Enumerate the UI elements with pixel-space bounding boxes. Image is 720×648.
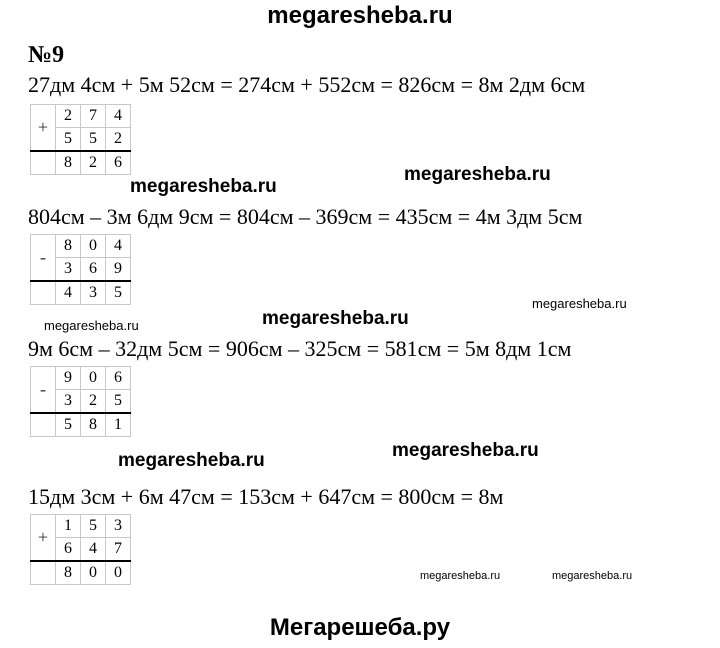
column-calc-4 [30,514,131,585]
digit: 5 [56,413,81,437]
equation-4: 15дм 3см + 6м 47см = 153см + 647см = 800см = 8м [28,484,504,509]
watermark: megaresheba.ru [420,570,501,582]
digit: 5 [106,281,131,305]
digit: 4 [81,538,106,562]
watermark: megaresheba.ru [118,450,265,471]
equation-3: 9м 6см – 32дм 5см = 906см – 325см = 581см = 5м 8дм 1см [28,336,572,361]
digit: 8 [56,151,81,175]
digit: 0 [106,561,131,585]
digit: 6 [56,538,81,562]
digit: 6 [81,258,106,282]
digit: 3 [106,515,131,538]
equation-1: 27дм 4см + 5м 52см = 274см + 552см = 826см = 8м 2дм 6см [28,72,586,97]
digit: 8 [56,235,81,258]
watermark: megaresheba.ru [130,176,277,197]
operator: + [31,515,56,562]
equation-2: 804см – 3м 6дм 9см = 804см – 369см = 435см = 4м 3дм 5см [28,204,583,229]
digit: 8 [81,413,106,437]
watermark: megaresheba.ru [392,440,539,461]
site-header: megaresheba.ru [267,2,453,29]
digit: 0 [81,235,106,258]
empty-cell [31,413,56,437]
column-calc-3 [30,366,131,437]
digit: 3 [56,390,81,414]
digit: 4 [106,235,131,258]
site-footer: Мегарешеба.ру [269,614,451,641]
digit: 0 [81,561,106,585]
digit: 4 [56,281,81,305]
watermark: megaresheba.ru [404,164,551,185]
empty-cell [31,561,56,585]
digit: 2 [81,390,106,414]
digit: 3 [56,258,81,282]
digit: 2 [106,128,131,152]
digit: 7 [106,538,131,562]
digit: 9 [56,367,81,390]
column-calc-1 [30,104,131,175]
digit: 4 [106,105,131,128]
digit: 2 [81,151,106,175]
digit: 5 [56,128,81,152]
digit: 1 [106,413,131,437]
digit: 6 [106,367,131,390]
empty-cell [31,151,56,175]
watermark: megaresheba.ru [552,570,633,582]
digit: 2 [56,105,81,128]
column-calc-2 [30,234,131,305]
digit: 8 [56,561,81,585]
task-number: №9 [28,42,65,68]
digit: 1 [56,515,81,538]
watermark: megaresheba.ru [44,318,139,333]
digit: 5 [81,128,106,152]
digit: 6 [106,151,131,175]
watermark: megaresheba.ru [262,308,409,329]
digit: 7 [81,105,106,128]
operator: + [31,105,56,152]
digit: 9 [106,258,131,282]
digit: 5 [81,515,106,538]
operator: - [31,235,56,282]
digit: 0 [81,367,106,390]
watermark: megaresheba.ru [532,296,627,311]
operator: - [31,367,56,414]
digit: 3 [81,281,106,305]
empty-cell [31,281,56,305]
digit: 5 [106,390,131,414]
